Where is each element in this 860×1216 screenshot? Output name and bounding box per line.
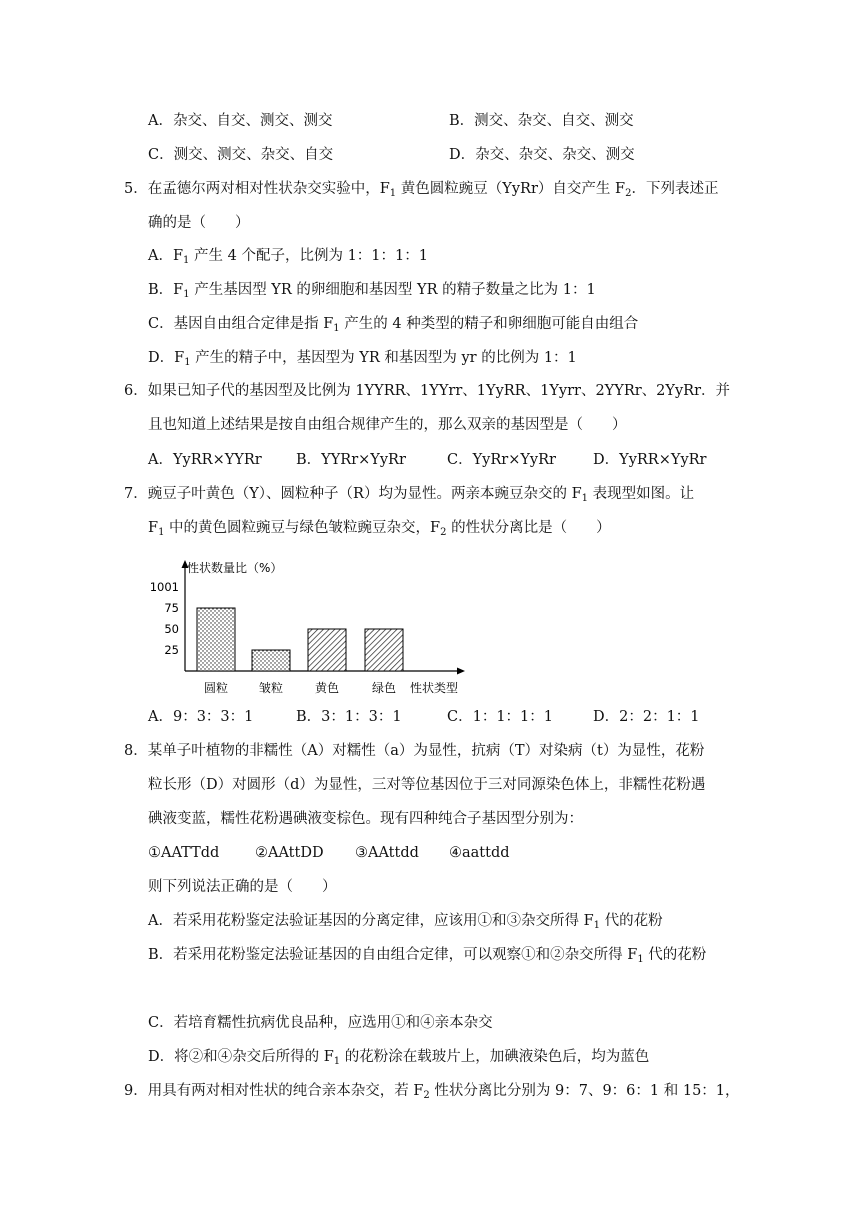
- bar-1: [197, 608, 235, 671]
- q7-option-a: A．9：3：3：1: [148, 709, 254, 725]
- q6-option-b: B．YYRr×YyRr: [296, 452, 406, 468]
- q8-option-c: C．若培育糯性抗病优良品种，应选用①和④亲本杂交: [148, 1015, 493, 1031]
- q4-option-d: D．杂交、杂交、杂交、测交: [449, 147, 635, 163]
- x-tick-label: 皱粒: [258, 681, 284, 695]
- bar-3: [308, 629, 346, 671]
- q4-option-a: A．杂交、自交、测交、测交: [148, 113, 333, 129]
- q6-option-d: D．YyRR×YyRr: [593, 452, 707, 468]
- x-tick-label: 黄色: [314, 681, 340, 695]
- q8-stem-line4: 则下列说法正确的是（ ）: [148, 879, 337, 895]
- q5-option-d: D．$F_1$ 产生的精子中，基因型为 YR 和基因型为 yr 的比例为 1：1: [148, 350, 577, 368]
- x-tick-label: 圆粒: [203, 681, 229, 695]
- q9-stem-line1: 9．用具有两对相对性状的纯合亲本杂交，若 $F_2$ 性状分离比分别为 9：7、9：6：1 和 15：1，: [124, 1083, 740, 1101]
- q7-option-b: B．3：1：3：1: [296, 709, 402, 725]
- y-tick-label: 75: [164, 601, 179, 615]
- bar-4: [365, 629, 403, 671]
- q8-option-d: D．将②和④杂交后所得的 $F_1$ 的花粉涂在载玻片上，加碘液染色后，均为蓝色: [148, 1049, 650, 1067]
- q8-genotype-2: ②AAttDD: [255, 845, 324, 861]
- q7-option-c: C．1：1：1：1: [447, 709, 553, 725]
- q6-stem-line2: 且也知道上述结果是按自由组合规律产生的，那么双亲的基因型是（ ）: [148, 417, 627, 433]
- q5-stem-line2: 确的是（ ）: [148, 215, 250, 231]
- y-tick-label: 50: [164, 622, 179, 636]
- q5-option-c: C．基因自由组合定律是指 $F_1$ 产生的 4 种类型的精子和卵细胞可能自由组合: [148, 316, 639, 334]
- q4-option-c: C．测交、测交、杂交、自交: [148, 147, 334, 163]
- q8-genotype-4: ④aattdd: [449, 845, 510, 861]
- q8-stem-line2: 粒长形（D）对圆形（d）为显性，三对等位基因位于三对同源染色体上，非糯性花粉遇: [148, 777, 706, 793]
- q4-option-b: B．测交、杂交、自交、测交: [449, 113, 634, 129]
- x-tick-label: 绿色: [371, 681, 397, 695]
- q8-stem-line3: 碘液变蓝，糯性花粉遇碘液变棕色。现有四种纯合子基因型分别为：: [148, 811, 583, 827]
- bar-2: [252, 650, 290, 671]
- q7-stem-line2: $F_1$ 中的黄色圆粒豌豆与绿色皱粒豌豆杂交，$F_2$ 的性状分离比是（ ）: [148, 520, 611, 538]
- y-tick-label: 25: [164, 643, 179, 657]
- y-axis-title: 性状数量比（%）: [187, 561, 283, 575]
- q7-option-d: D．2：2：1：1: [593, 709, 700, 725]
- q8-genotype-3: ③AAttdd: [355, 845, 419, 861]
- q6-option-c: C．YyRr×YyRr: [447, 452, 556, 468]
- x-axis-title: 性状类型: [409, 681, 459, 695]
- phenotype-bar-chart: [140, 552, 480, 698]
- q8-stem-line1: 8．某单子叶植物的非糯性（A）对糯性（a）为显性，抗病（T）对染病（t）为显性，花粉: [124, 743, 705, 759]
- q8-genotype-1: ①AATTdd: [148, 845, 220, 861]
- q6-stem-line1: 6．如果已知子代的基因型及比例为 1YYRR、1YYrr、1YyRR、1Yyrr、2YYRr、2YyRr．并: [124, 383, 731, 399]
- q5-option-b: B．$F_1$ 产生基因型 YR 的卵细胞和基因型 YR 的精子数量之比为 1：1: [148, 282, 596, 300]
- q8-option-a: A．若采用花粉鉴定法验证基因的分离定律，应该用①和③杂交所得 $F_1$ 代的花粉: [148, 913, 663, 931]
- q8-option-b: B．若采用花粉鉴定法验证基因的自由组合定律，可以观察①和②杂交所得 $F_1$ 代的花粉: [148, 947, 707, 965]
- q6-option-a: A．YyRR×YYRr: [148, 452, 262, 468]
- q7-stem-line1: 7．豌豆子叶黄色（Y）、圆粒种子（R）均为显性。两亲本豌豆杂交的 $F_1$ 表现型如图。让: [124, 486, 695, 504]
- y-tick-label: 1001: [149, 580, 179, 594]
- q5-option-a: A．$F_1$ 产生 4 个配子，比例为 1：1：1：1: [148, 248, 428, 266]
- q5-stem-line1: 5．在孟德尔两对相对性状杂交实验中，$F_1$ 黄色圆粒豌豆（YyRr）自交产生 $F_2$．下列表述正: [124, 181, 719, 199]
- x-axis-arrow: [457, 668, 465, 675]
